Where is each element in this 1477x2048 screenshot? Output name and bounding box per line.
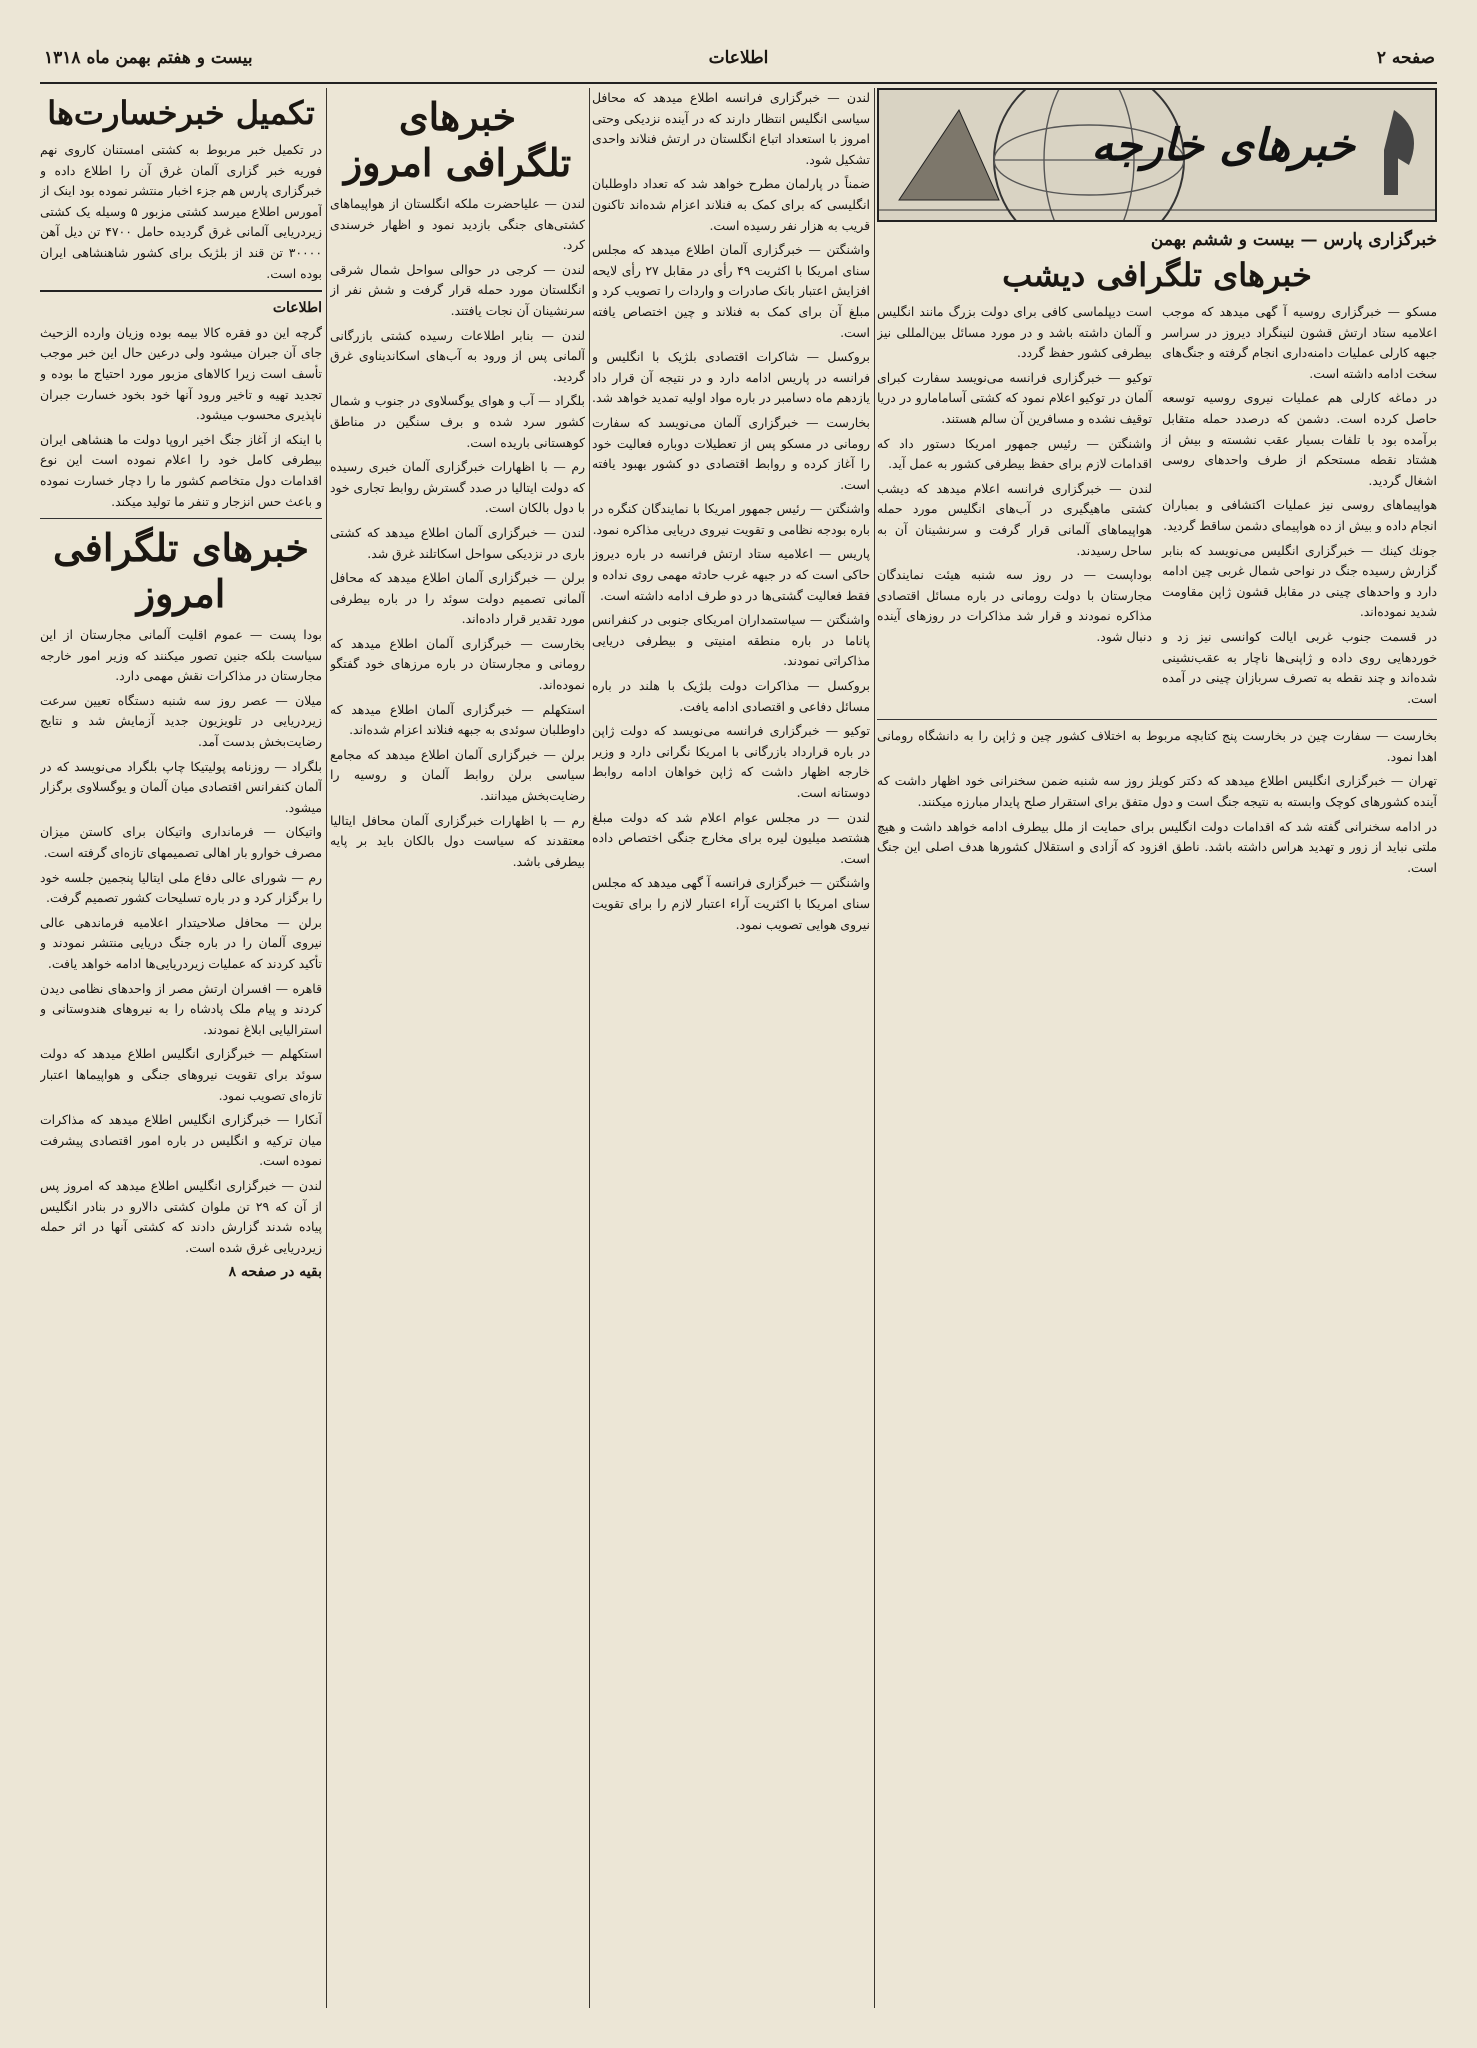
headline-damages: تکمیل خبرخسارت‌ها bbox=[47, 94, 315, 132]
divider bbox=[877, 719, 1437, 720]
news-item: برلن — محافل صلاحیتدار اعلامیه فرماندهی عالی نیروی آلمان را در باره جنگ دریایی منتشر نمودند و تأکید کردند که عملیات زیردریایی‌ها ادامه خواهد یافت. bbox=[40, 914, 322, 971]
news-item: بخارست — خبرگزاری آلمان می‌نویسد که سفارت رومانی در مسکو پس از تعطیلات دوباره فعالیت خود را آغاز کرده و روابط اقتصادی دو کشور بهبود یافته است. bbox=[592, 414, 870, 492]
foreign-news-subcolumn bbox=[1162, 302, 1437, 713]
news-item: است دیپلماسی کافی برای دولت بزرگ مانند انگلیس و آلمان داشته باشد و در مورد مسائل بین‌المللی نیز بیطرفی کشور حفظ گردد. bbox=[877, 304, 1152, 361]
foreign-news-title: خبرهای خارجه bbox=[1091, 120, 1355, 171]
news-item: بخارست — خبرگزاری آلمان اطلاع میدهد که رومانی و مجارستان در باره مرزهای خود گفتگو نموده‌اند. bbox=[330, 635, 585, 693]
news-item: لندن — خبرگزاری فرانسه اطلاع میدهد که محافل سیاسی انگلیس انتظار دارند که در آینده نزدیکی وحتی امروز با استعداد اتباع انگلستان در ارتش فنلاند واحدی تشکیل شود. bbox=[592, 90, 870, 167]
news-item: استکهلم — خبرگزاری انگلیس اطلاع میدهد که دولت سوئد برای تقویت نیروهای جنگی و هواپیماها اعتبار تازه‌ای تصویب نمود. bbox=[40, 1046, 322, 1103]
news-item: لندن — خبرگزاری آلمان اطلاع میدهد که کشتی باری در نزدیکی سواحل اسکاتلند غرق شد. bbox=[330, 524, 585, 561]
news-item: مسکو — خبرگزاری روسیه آ گهی میدهد که موجب اعلامیه ستاد ارتش قشون لنینگراد دیروز در سراسر جبهه کارلی عملیات دامنه‌داری انجام گرفته و جنگ‌های سخت ادامه داشته است. bbox=[1162, 304, 1437, 381]
news-item: لندن — کرجی در حوالی سواحل شمال شرقی انگلستان مورد حمله قرار گرفت و شش نفر از سرنشینان آن نجات یافتند. bbox=[330, 261, 585, 318]
news-item: هواپیماهای روسی نیز عملیات اکتشافی و بمباران انجام داده و بیش از ده هواپیمای دشمن ساقط گردید. bbox=[1162, 497, 1437, 533]
news-item: ضمناً در پارلمان مطرح خواهد شد که تعداد داوطلبان انگلیسی که برای کمک به فنلاند اعزام شده‌اند تاکنون قریب به هزار نفر رسیده است. bbox=[592, 176, 870, 233]
news-item: رم — با اظهارات خبرگزاری آلمان خبری رسیده که دولت ایتالیا در صدد گسترش روابط تجاری خود با دول بالکان است. bbox=[330, 459, 585, 516]
news-item: برلن — خبرگزاری آلمان اطلاع میدهد که محافل آلمانی تصمیم دولت سوئد را در باره بیطرفی مورد تقدیر قرار داده‌اند. bbox=[330, 570, 585, 627]
news-column-four bbox=[40, 88, 322, 2008]
news-item: استکهلم — خبرگزاری آلمان اطلاع میدهد که داوطلبان سوئدی به جبهه فنلاند اعزام شده‌اند. bbox=[330, 701, 585, 738]
headline-last-night: خبرهای تلگرافی دیشب bbox=[1002, 256, 1312, 294]
headline-today: خبرهای تلگرافی امروز bbox=[343, 94, 572, 185]
news-item: بودا پست — عموم اقلیت آلمانی مجارستان از این سیاست بلکه جنین تصور میکنند که وزیر امور خارجه مجارستان در مذاکرات نقش مهمی دارد. bbox=[40, 627, 322, 684]
foreign-news-subcolumn bbox=[877, 302, 1152, 713]
news-item: در ادامه سخنرانی گفته شد که اقدامات دولت انگلیس برای حمایت از ملل بیطرف ادامه خواهد داشت و هیچ ملتی نباید از زور و تهدید هراس داشته باشد. ناطق افزود که آزادی و استقلال کشورها هدف اصلی این جنگ است. bbox=[877, 818, 1437, 875]
note-body: گرچه این دو فقره کالا بیمه بوده وزیان وارده الزحیث جای آن جبران میشود ولی درعین حال این خبر موجب تأسف است زیرا کالاهای مزبور مورد احتیاج ما بوده و تجدید تهیه و تاخیر ورود آنها خود بخود خسارت جبران ناپذیری محسوب میشود. bbox=[40, 324, 322, 423]
agency-line: خبرگزاری پارس — بیست و ششم بهمن bbox=[1150, 230, 1437, 250]
news-item: آنکارا — خبرگزاری انگلیس اطلاع میدهد که مذاکرات میان ترکیه و انگلیس در باره امور اقتصادی پیشرفت نموده است. bbox=[40, 1112, 322, 1169]
news-item: رم — با اظهارات خبرگزاری آلمان محافل ایتالیا معتقدند که سیاست دول بالکان باید بر پایه بیطرفی باشد. bbox=[330, 812, 585, 869]
paper-name: اطلاعات bbox=[708, 48, 769, 68]
column-separator bbox=[589, 88, 590, 2008]
news-item: در دماغه کارلی هم عملیات نیروی روسیه توسعه حاصل کرده است. دشمن که درصدد حمله متقابل برآمده بود با تلفات بسیار عقب نشسته و بیش از هشتاد نقطه مستحکم از طرف واحدهای روسی اشغال گردید. bbox=[1162, 390, 1437, 488]
news-item: رم — شورای عالی دفاع ملی ایتالیا پنجمین جلسه خود را برگزار کرد و در باره تسلیحات کشور تصمیم گرفت. bbox=[40, 869, 322, 906]
continued-note: بقیه در صفحه ۸ bbox=[228, 1264, 322, 1281]
news-item: بروکسل — شاکرات اقتصادی بلژیک با انگلیس و فرانسه در پاریس ادامه دارد و در نتیجه آن قرار داد یازدهم ماه دسامبر در باره مواد اولیه تمدید خواهد شد. bbox=[592, 349, 870, 406]
issue-date: بیست و هفتم بهمن ماه ۱۳۱۸ bbox=[44, 48, 253, 68]
news-item: لندن — خبرگزاری فرانسه اعلام میدهد که دیشب کشتی ماهیگیری در آب‌های انگلیس مورد حمله هواپیماهای آلمانی قرار گرفت و سرنشینان آن به ساحل رسیدند. bbox=[877, 480, 1152, 558]
foreign-news-column bbox=[877, 88, 1437, 2008]
note-title: اطلاعات bbox=[272, 300, 322, 317]
news-item: واشنگتن — سیاستمداران امریکای جنوبی در کنفرانس پاناما در باره منطقه امنیتی و بیطرفی دریایی مذاکراتی نمودند. bbox=[592, 612, 870, 669]
news-item: بوداپست — در روز سه شنبه هیئت نمایندگان مجارستان با دولت رومانی در باره مسائل اقتصادی مذاکره نمودند و قرار شد مذاکرات در روزهای آینده دنبال شود. bbox=[877, 567, 1152, 644]
news-item: بلگراد — روزنامه پولیتیکا چاپ بلگراد می‌نویسد که در آلمان کنفرانس اقتصادی میان آلمان و یوگسلاوی برگزار میشود. bbox=[40, 758, 322, 815]
news-item: جونك كينك — خبرگزاری انگلیس می‌نویسد که بنابر گزارش رسیده جنگ در نواحی شمال غربی چین ادامه دارد و واحدهای چینی در مقابل قشون ژاپن مقاومت شدید نموده‌اند. bbox=[1162, 542, 1437, 620]
news-column-two bbox=[592, 88, 870, 2008]
news-item: بروکسل — مذاکرات دولت بلژیک با هلند در باره مسائل دفاعی و اقتصادی ادامه یافت. bbox=[592, 678, 870, 714]
header-rule bbox=[40, 82, 1437, 84]
news-item: واشنگتن — خبرگزاری آلمان اطلاع میدهد که مجلس سنای امریکا با اکثریت ۴۹ رأی در مقابل ۲۷ رأی لایحه افزایش اعتبار بانک صادرات و واردات را تصویب کرد و مبلغ آن برای کمک به فنلاند و چین اختصاص یافته است. bbox=[592, 242, 870, 340]
foreign-news-body bbox=[877, 302, 1437, 713]
note-body: با اینکه از آغاز جنگ اخیر اروپا دولت ما هنشاهی ایران بیطرفی کامل خود را اعلام نموده است این نوع اقدامات دول متخاصم کشور ما را دچار خسارت نموده و باعث حس انزجار و تنفر ما تولید میکند. bbox=[40, 431, 322, 509]
news-item: بلگراد — آب و هوای یوگسلاوی در جنوب و شمال کشور سرد شده و برف سنگین در مناطق کوهستانی باریده است. bbox=[330, 393, 585, 450]
news-item: لندن — خبرگزاری انگلیس اطلاع میدهد که امروز پس از آن که ۲۹ تن ملوان کشتی دالارو در بنادر انگلیس پیاده شدند گزارش دادند که کشتی آنها در اثر حمله زیردریایی غرق شده است. bbox=[40, 1177, 322, 1255]
news-item: توکیو — خبرگزاری فرانسه می‌نویسد که دولت ژاپن در باره قرارداد بازرگانی با امریکا نگرانی دارد و وزیر خارجه اظهار داشت که ژاپن خواهان ادامه روابط دوستانه است. bbox=[592, 723, 870, 800]
news-item: لندن — بنابر اطلاعات رسیده کشتی بازرگانی آلمانی پس از ورود به آب‌های اسکاندیناوی غرق گردید. bbox=[330, 327, 585, 384]
column-separator bbox=[874, 88, 875, 2008]
foreign-news-banner bbox=[877, 88, 1437, 222]
news-item: واتیکان — فرمانداری واتیکان برای کاستن میزان مصرف خوارو بار اهالی تصمیمهای تازه‌ای گرفته است. bbox=[40, 824, 322, 861]
news-item: توکیو — خبرگزاری فرانسه می‌نویسد سفارت کبرای آلمان در توکیو اعلام نمود که کشتی آسامامارو در دریا توقیف نشده و مسافرین آن سالم هستند. bbox=[877, 369, 1152, 426]
page-number: صفحه ۲ bbox=[1376, 48, 1435, 68]
headline-today-2: خبرهای تلگرافی امروز bbox=[52, 525, 310, 617]
news-item: واشنگتن — رئیس جمهور امریکا دستور داد که اقدامات لازم برای حفظ بیطرفی کشور به عمل آید. bbox=[877, 435, 1152, 472]
news-item: واشنگتن — رئیس جمهور امریکا با نمایندگان کنگره در باره بودجه نظامی و تقویت نیروی دریایی مذاکره نمود. bbox=[592, 501, 870, 537]
damages-intro: در تکمیل خبر مربوط به کشتی امستنان کاروی نهم فوریه خبر گزاری آلمان غرق آن را اطلاع داده و خبرگزاری پارس هم جزء اخبار منتشر نموده بود اینک از آمورس اطلاع میرسد کشتی مزبور ۵ وسیله یک کشتی زیردریایی آلمانی غرق گردیده حامل ۴۷۰۰ تن دیل آهن ۳۰۰۰۰ تن قند از بلژیک برای کشور شاهنشاهی ایران بوده است. bbox=[40, 142, 322, 281]
news-column-three bbox=[330, 88, 585, 2008]
news-item: برلن — خبرگزاری آلمان اطلاع میدهد که مجامع سیاسی برلن روابط آلمان و روسیه را رضایت‌بخش میدانند. bbox=[330, 746, 585, 804]
news-item: میلان — عصر روز سه شنبه دستگاه تعیین سرعت زیردریایی در تلویزیون جدید آزمایش شد و نتایج رضایت‌بخش بدست آمد. bbox=[40, 692, 322, 750]
news-item: پاریس — اعلامیه ستاد ارتش فرانسه در باره دیروز حاکی است که در جبهه غرب حادثه مهمی روی نداده و فقط فعالیت گشتی‌ها در دو طرف ادامه داشته است. bbox=[592, 546, 870, 603]
news-item: بخارست — سفارت چین در بخارست پنج کتابچه مربوط به اختلاف کشور چین و ژاپن را به دانشگاه رومانی اهدا نمود. bbox=[877, 728, 1437, 764]
news-item: در قسمت جنوب غربی ایالت کوانسی نیز زد و خوردهایی روی داده و ژاپنی‌ها ناچار به عقب‌نشینی شده‌اند و چند نقطه به تصرف سربازان چینی در آمده است. bbox=[1162, 628, 1437, 706]
news-item: قاهره — افسران ارتش مصر از واحدهای نظامی دیدن کردند و پیام ملک پادشاه را به نیروهای هندوستانی و استرالیایی ابلاغ نمودند. bbox=[40, 980, 322, 1037]
news-item: تهران — خبرگزاری انگلیس اطلاع میدهد که دکتر کویلز روز سه شنبه ضمن سخنرانی خود اظهار داشت که آینده کشورهای کوچک وابسته به نتیجه جنگ است و دول متفق برای استقرار صلح پایدار مبارزه میکنند. bbox=[877, 773, 1437, 810]
divider bbox=[40, 518, 322, 519]
news-item: واشنگتن — خبرگزاری فرانسه آ گهی میدهد که مجلس سنای امریکا با اکثریت آراء اعتبار لازم را برای تقویت نیروی هوایی تصویب نمود. bbox=[592, 875, 870, 932]
editorial-note bbox=[40, 290, 322, 512]
news-item: لندن — علیاحضرت ملکه انگلستان از هواپیماهای کشتی‌های جنگی بازدید نمود و اظهار خرسندی کرد. bbox=[330, 196, 585, 253]
column-separator bbox=[326, 88, 327, 2008]
news-item: لندن — در مجلس عوام اعلام شد که دولت مبلغ هشتصد میلیون لیره برای مخارج جنگی اختصاص داده است. bbox=[592, 809, 870, 866]
